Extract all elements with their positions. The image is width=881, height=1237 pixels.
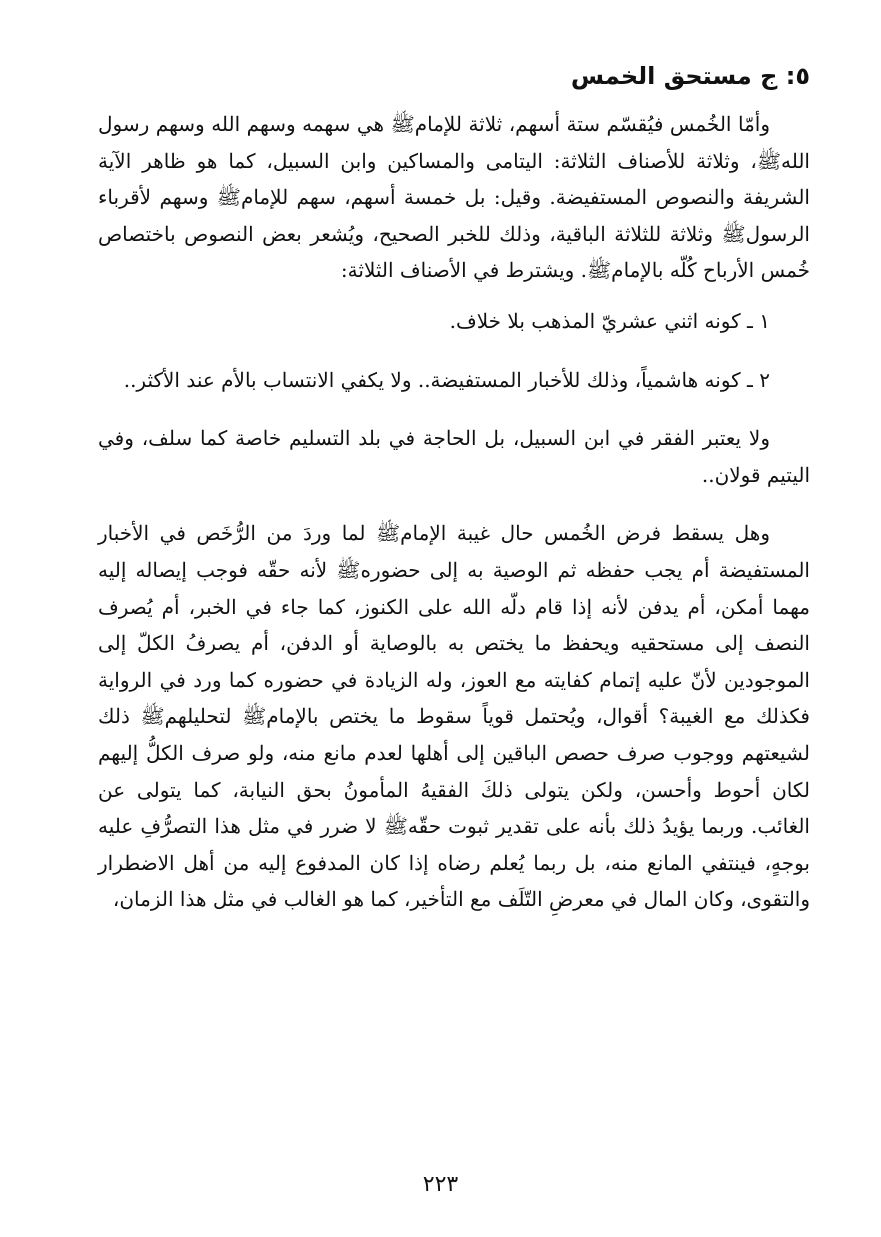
spacer: [98, 493, 810, 515]
paragraph-poverty: ولا يعتبر الفقر في ابن السبيل، بل الحاجة في بلد التسليم خاصة كما سلف، وفي اليتيم قولان..: [98, 426, 810, 487]
paragraph-fifth-division: وأمّا الخُمس فيُقسّم ستة أسهم، ثلاثة للإمامﷺ هي سهمه وسهم الله وسهم رسول اللهﷺ، وثلاثة للأصناف الثلاثة: اليتامى والمساكين وابن السبيل، كما هو ظاهر الآية الشريفة والنصوص المستفيضة. وقيل: بل خمسة أسهم، سهم للإمامﷺ وسهم لأقرباء الرسولﷺ وثلاثة للثلاثة الباقية، وذلك للخبر الصحيح، ويُشعر بعض النصوص باختصاص خُمس الأرباح كُلّه بالإمامﷺ. ويشترط في الأصناف الثلاثة:: [98, 112, 810, 283]
page-number: ٢٢٣: [422, 1172, 459, 1197]
spacer: [98, 289, 810, 303]
spacer: [98, 398, 810, 420]
condition-2: ٢ ـ كونه هاشمياً، وذلك للأخبار المستفيضة.. ولا يكفي الانتساب بالأم عند الأكثر..: [123, 367, 770, 392]
section-heading: ٥: ج مستحق الخمس: [570, 62, 810, 90]
condition-1: ١ ـ كونه اثني عشريّ المذهب بلا خلاف.: [449, 308, 770, 333]
paragraph-occultation: وهل يسقط فرض الخُمس حال غيبة الإمامﷺ لما وردَ من الرُّخَص في الأخبار المستفيضة أم يجب حفظه ثم الوصية به إلى حضورهﷺ لأنه حقّه فوجب إيصاله إليه مهما أمكن، أم يدفن لأنه إذا قام دلّه الله على الكنوز، كما جاء في الخبر، أم يُصرف النصف إلى مستحقيه ويحفظ ما يختص به بالوصاية أو الدفن، أم يصرفُ الكلّ إلى الموجودين لأنّ عليه إتمام كفايته مع العوز، وله الزيادة في حضوره كما ورد في الرواية فكذلك مع الغيبة؟ أقوال، ويُحتمل قوياً سقوط ما يختص بالإمامﷺ لتحليلهمﷺ ذلك لشيعتهم ووجوب صرف حصص الباقين إلى أهلها لعدم مانع منه، ولو صرف الكلُّ إليهم لكان أحوط وأحسن، ولكن يتولى ذلكَ الفقيهُ المأمونُ بحق النيابة، كما يتولى عن الغائب. وربما يؤيدُ ذلك بأنه على تقدير ثبوت حقّهﷺ لا ضرر في مثل هذا التصرُّفِ عليه بوجهٍ، فينتفي المانع منه، بل ربما يُعلم رضاه إذا كان المدفوع إليه من أهل الاضطرار والتقوى، وكان المال في معرضِ التّلَف مع التأخير، كما هو الغالب في مثل هذا الزمان،: [98, 521, 810, 912]
spacer: [98, 340, 810, 362]
page-body: [98, 56, 810, 918]
